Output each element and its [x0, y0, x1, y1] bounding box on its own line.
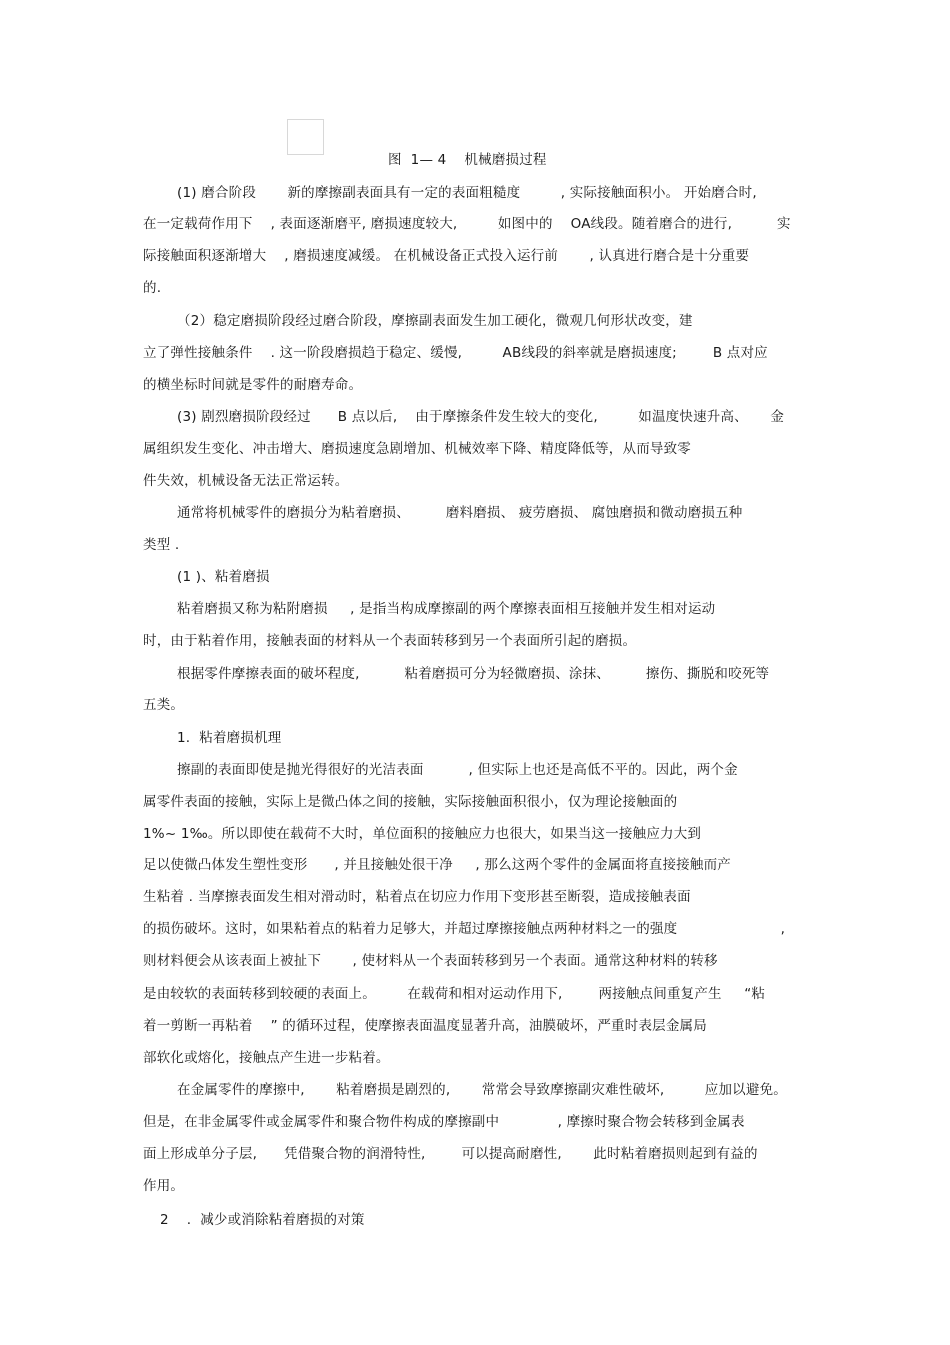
- paragraph-line: 立了弹性接触条件 . 这一阶段磨损趋于稳定、缓慢, AB线段的斜率就是磨损速度; B 点对应: [143, 345, 768, 361]
- paragraph-line: 件失效，机械设备无法正常运转。: [143, 473, 349, 489]
- paragraph-line: 足以使微凸体发生塑性变形 , 并且接触处很干净 , 那么这两个零件的金属面将直接接触而产: [143, 857, 731, 873]
- paragraph-line: 1%~ 1‰。所以即使在载荷不大时，单位面积的接触应力也很大，如果当这一接触应力大到: [143, 826, 702, 842]
- paragraph-line: 在金属零件的摩擦中, 粘着磨损是剧烈的, 常常会导致摩擦副灾难性破坏, 应加以避免。: [177, 1082, 787, 1098]
- paragraph-line: 粘着磨损又称为粘附磨损 , 是指当构成摩擦副的两个摩擦表面相互接触并发生相对运动: [177, 601, 716, 617]
- paragraph-line: （2）稳定磨损阶段经过磨合阶段，摩擦副表面发生加工硬化，微观几何形状改变，建: [177, 313, 693, 329]
- paragraph-line: 是由较软的表面转移到较硬的表面上。 在载荷和相对运动作用下, 两接触点间重复产生 “粘: [143, 986, 766, 1002]
- paragraph-line: 五类。: [143, 697, 185, 713]
- paragraph-line: (1) 磨合阶段 新的摩擦副表面具有一定的表面粗糙度 , 实际接触面积小。 开始磨合时,: [177, 185, 757, 201]
- paragraph-line: 际接触面积逐渐增大 , 磨损速度减缓。 在机械设备正式投入运行前 , 认真进行磨合是十分重要: [143, 248, 750, 264]
- paragraph-line: 时，由于粘着作用，接触表面的材料从一个表面转移到另一个表面所引起的磨损。: [143, 633, 637, 649]
- paragraph-line: 则材料便会从该表面上被扯下 , 使材料从一个表面转移到另一个表面。通常这种材料的转移: [143, 953, 718, 969]
- section-heading: (1 )、粘着磨损: [177, 569, 270, 585]
- paragraph-line: 的横坐标时间就是零件的耐磨寿命。: [143, 377, 363, 393]
- figure-caption: 图 1— 4 机械磨损过程: [388, 152, 547, 168]
- paragraph-line: 的.: [143, 280, 162, 296]
- paragraph-line: 类型 .: [143, 537, 180, 553]
- paragraph-line: 在一定载荷作用下 , 表面逐渐磨平, 磨损速度较大, 如图中的 OA线段。随着磨合的进行, 实: [143, 216, 791, 232]
- paragraph-line: 根据零件摩擦表面的破坏程度, 粘着磨损可分为轻微磨损、涂抹、 擦伤、撕脱和咬死等: [177, 666, 770, 682]
- paragraph-line: 的损伤破坏。这时，如果粘着点的粘着力足够大，并超过摩擦接触点两种材料之一的强度 ,: [143, 921, 786, 937]
- figure-placeholder: [287, 119, 324, 155]
- paragraph-line: 擦副的表面即使是抛光得很好的光洁表面 , 但实际上也还是高低不平的。因此，两个金: [177, 762, 738, 778]
- paragraph-line: 部软化或熔化，接触点产生进一步粘着。: [143, 1050, 390, 1066]
- paragraph-line: (3) 剧烈磨损阶段经过 B 点以后, 由于摩擦条件发生较大的变化, 如温度快速升高、 金: [177, 409, 785, 425]
- paragraph-line: 作用。: [143, 1178, 185, 1194]
- paragraph-line: 生粘着 . 当摩擦表面发生相对滑动时，粘着点在切应力作用下变形甚至断裂，造成接触表面: [143, 889, 691, 905]
- subsection-heading: 1. 粘着磨损机理: [177, 730, 282, 746]
- paragraph-line: 属零件表面的接触，实际上是微凸体之间的接触，实际接触面积很小，仅为理论接触面的: [143, 794, 678, 810]
- paragraph-line: 但是，在非金属零件或金属零件和聚合物件构成的摩擦副中 , 摩擦时聚合物会转移到金属表: [143, 1114, 745, 1130]
- paragraph-line: 通常将机械零件的磨损分为粘着磨损、 磨料磨损、 疲劳磨损、 腐蚀磨损和微动磨损五种: [177, 505, 743, 521]
- paragraph-line: 着一剪断一再粘着 ” 的循环过程，使摩擦表面温度显著升高，油膜破坏，严重时表层金属局: [143, 1018, 707, 1034]
- paragraph-line: 属组织发生变化、冲击增大、磨损速度急剧增加、机械效率下降、精度降低等，从而导致零: [143, 441, 691, 457]
- subsection-heading: 2 . 减少或消除粘着磨损的对策: [160, 1212, 365, 1228]
- paragraph-line: 面上形成单分子层, 凭借聚合物的润滑特性, 可以提高耐磨性, 此时粘着磨损则起到有益的: [143, 1146, 758, 1162]
